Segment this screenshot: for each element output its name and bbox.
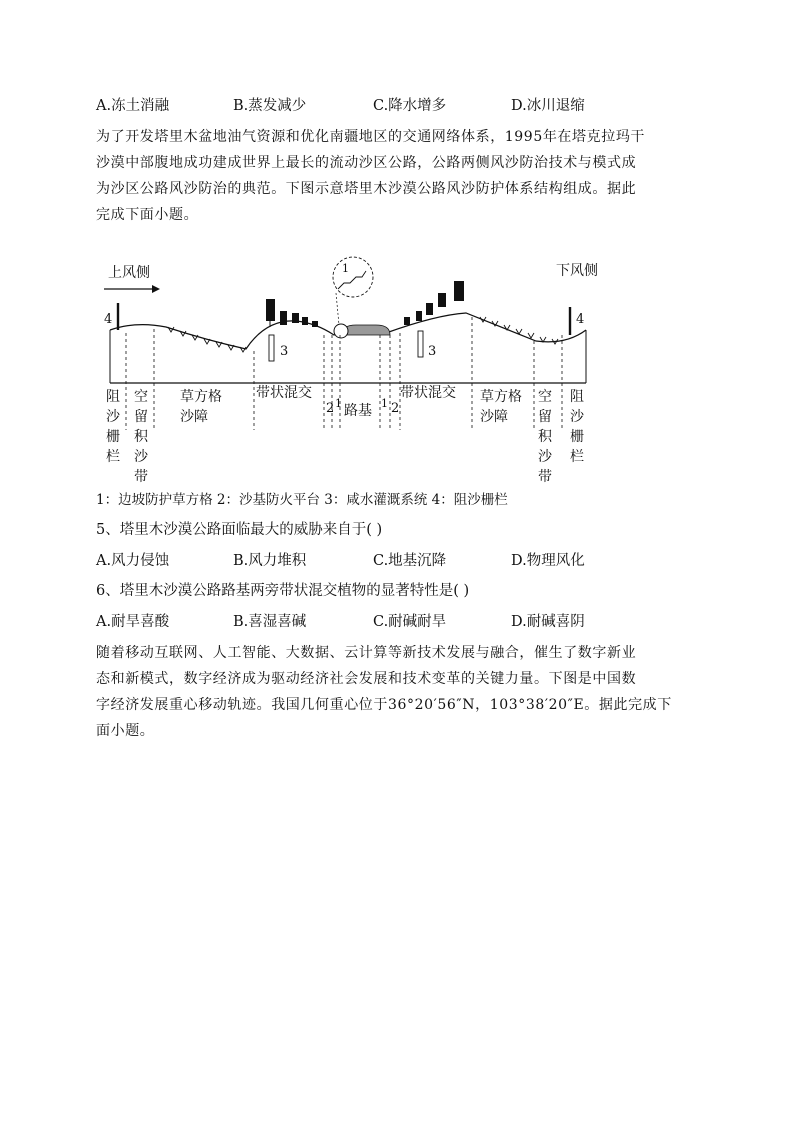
intro-paragraph-2 bbox=[96, 640, 700, 744]
downwind-label: 下风侧 bbox=[556, 263, 598, 279]
intro2-line: 面小题。 bbox=[96, 723, 155, 739]
q5-option-d: D.物理风化 bbox=[511, 553, 585, 569]
mixed-trees-left bbox=[266, 299, 318, 327]
wind-arrowhead-icon bbox=[152, 285, 160, 293]
irrigation-number-left: 3 bbox=[280, 344, 289, 359]
grass-grid-marks-right bbox=[480, 317, 558, 344]
intro2-line: 字经济发展重心移动轨迹。我国几何重心位于36°20′56″N，103°38′20″E。据此完成下 bbox=[96, 697, 672, 713]
option-b: B.蒸发减少 bbox=[233, 98, 307, 114]
intro-paragraph-1 bbox=[96, 124, 700, 228]
fence-number-right: 4 bbox=[576, 312, 585, 327]
q6-option-b: B.喜湿喜碱 bbox=[233, 614, 307, 630]
slope-number-right: 1 bbox=[381, 397, 388, 410]
option-c: C.降水增多 bbox=[373, 98, 447, 114]
zone-empty-left: 空留积沙带 bbox=[134, 389, 148, 485]
irrigation-number-right: 3 bbox=[428, 344, 437, 359]
diagram-legend: 1：边坡防护草方格 2：沙基防火平台 3：咸水灌溉系统 4：阻沙栅栏 bbox=[96, 492, 508, 508]
zoom-detail-circle bbox=[333, 257, 373, 297]
q5-option-c: C.地基沉降 bbox=[373, 553, 447, 569]
upwind-label: 上风侧 bbox=[108, 265, 150, 281]
zone-grid-right: 草方格沙障 bbox=[480, 389, 522, 425]
zone-fence-right: 阻沙栅栏 bbox=[570, 389, 584, 465]
question-6: 6、塔里木沙漠公路路基两旁带状混交植物的显著特性是( ) bbox=[96, 583, 470, 599]
sand-protection-diagram bbox=[96, 255, 616, 490]
option-a: A.冻土消融 bbox=[96, 98, 170, 114]
intro1-line: 沙漠中部腹地成功建成世界上最长的流动沙区公路，公路两侧风沙防治技术与模式成 bbox=[96, 155, 637, 171]
zoom-circle-small bbox=[334, 324, 348, 338]
zone-grid-left: 草方格沙障 bbox=[180, 389, 222, 425]
q6-option-c: C.耐碱耐旱 bbox=[373, 614, 447, 630]
zone-mixed-right: 带状混交 bbox=[400, 385, 456, 401]
intro1-line: 为了开发塔里木盆地油气资源和优化南疆地区的交通网络体系，1995年在塔克拉玛干 bbox=[96, 129, 646, 145]
q5-option-b: B.风力堆积 bbox=[233, 553, 307, 569]
zone-empty-right: 空留积沙带 bbox=[538, 389, 552, 485]
zone-mixed-left: 带状混交 bbox=[256, 385, 312, 401]
irrigation-system-right bbox=[418, 331, 423, 357]
question-5: 5、塔里木沙漠公路面临最大的威胁来自于( ) bbox=[96, 522, 383, 538]
zoom-number: 1 bbox=[342, 262, 349, 275]
intro2-line: 随着移动互联网、人工智能、大数据、云计算等新技术发展与融合，催生了数字新业 bbox=[96, 645, 637, 661]
irrigation-system-left bbox=[269, 335, 274, 361]
zone-road: 路基 bbox=[344, 403, 372, 419]
intro2-line: 态和新模式，数字经济成为驱动经济社会发展和技术变革的关键力量。下图是中国数 bbox=[96, 671, 637, 687]
platform-number-left: 2 bbox=[326, 401, 335, 416]
slope-number-left: 1 bbox=[335, 397, 342, 410]
option-d: D.冰川退缩 bbox=[511, 98, 585, 114]
intro1-line: 为沙区公路风沙防治的典范。下图示意塔里木沙漠公路风沙防护体系结构组成。据此 bbox=[96, 181, 637, 197]
fence-number-left: 4 bbox=[104, 312, 113, 327]
platform-number-right: 2 bbox=[391, 401, 400, 416]
q5-option-a: A.风力侵蚀 bbox=[96, 553, 170, 569]
q6-option-d: D.耐碱喜阴 bbox=[511, 614, 585, 630]
q6-option-a: A.耐旱喜酸 bbox=[96, 614, 170, 630]
zoom-connector bbox=[336, 293, 339, 325]
zone-fence-left: 阻沙栅栏 bbox=[106, 389, 120, 465]
intro1-line: 完成下面小题。 bbox=[96, 207, 199, 223]
